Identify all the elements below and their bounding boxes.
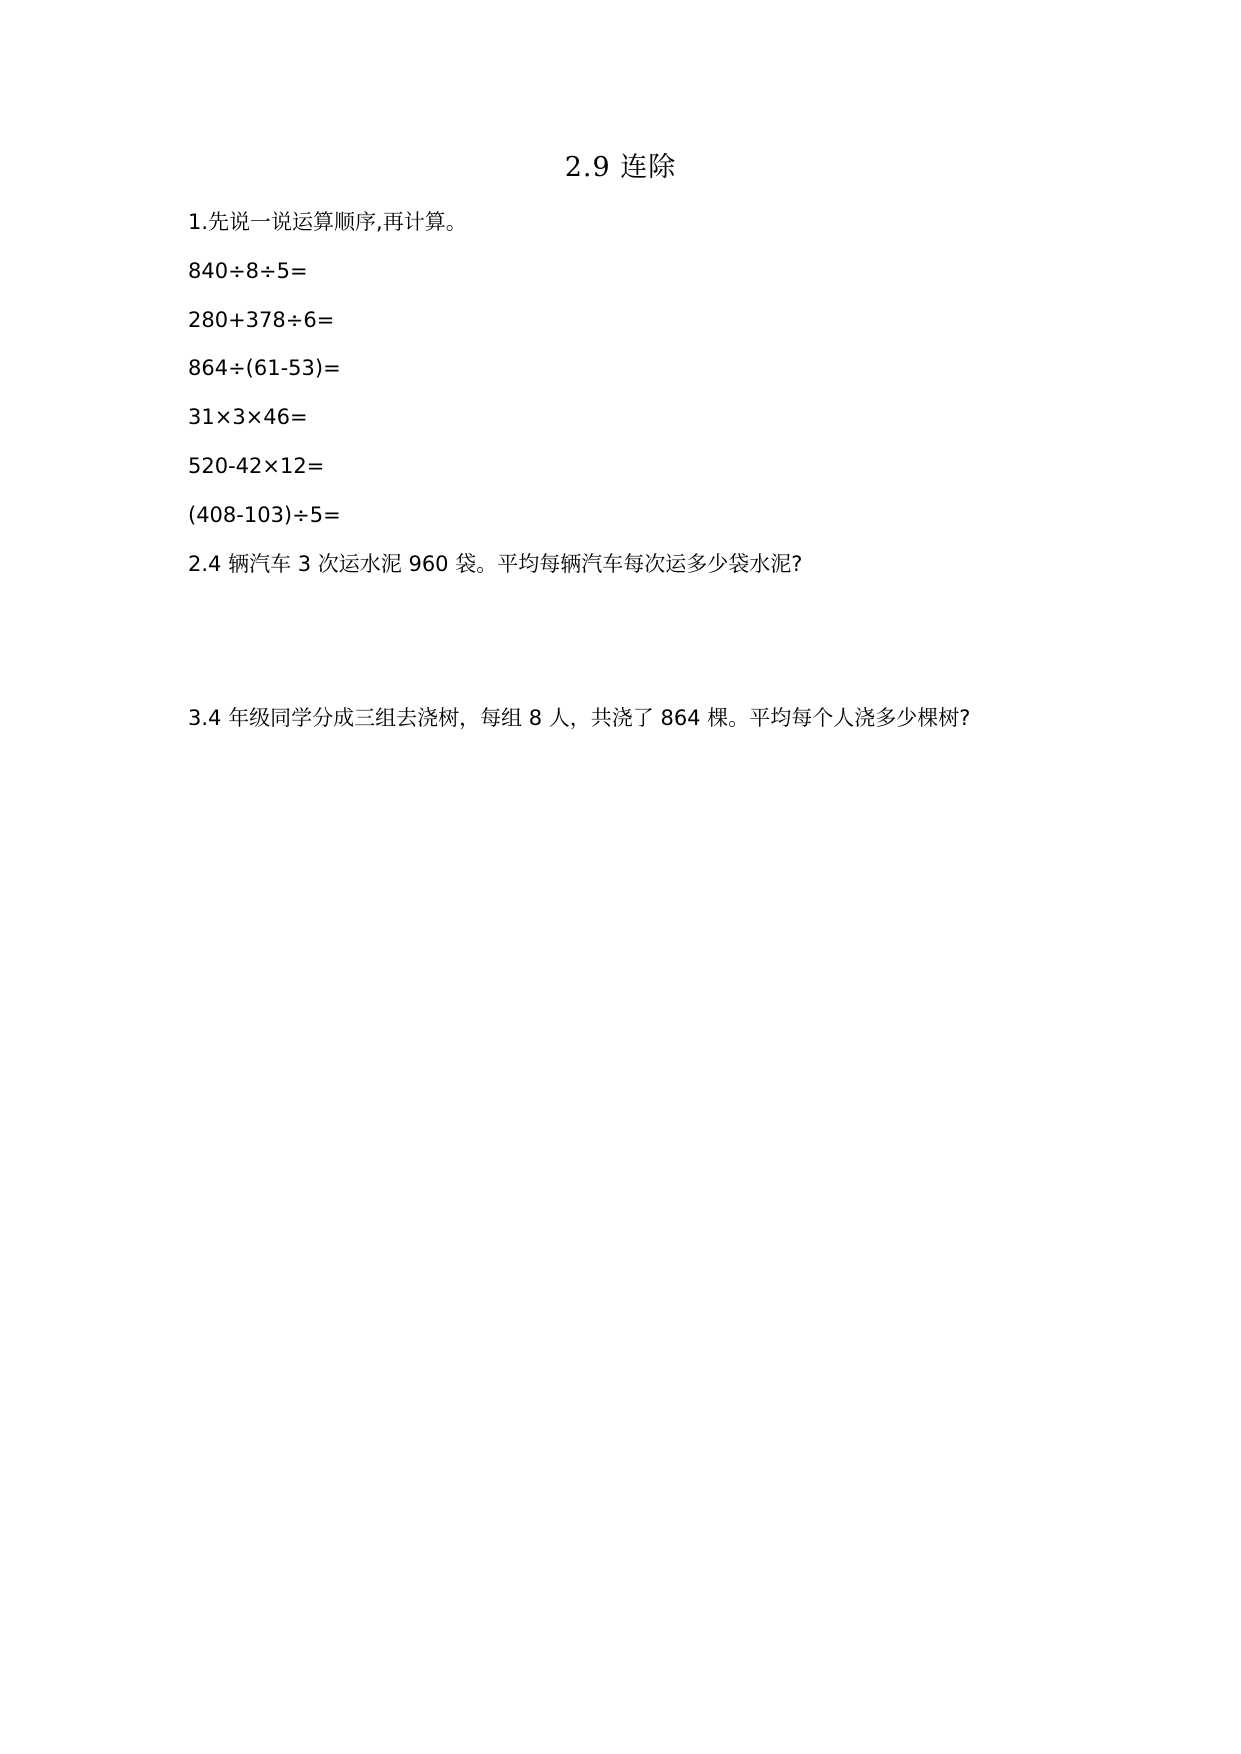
question-2-text: 2.4 辆汽车 3 次运水泥 960 袋。平均每辆汽车每次运多少袋水泥? xyxy=(188,552,803,576)
expression-5: 520-42×12= xyxy=(188,454,325,478)
question-1-prompt: 1.先说一说运算顺序,再计算。 xyxy=(188,210,467,234)
page-title: 2.9 连除 xyxy=(564,152,677,183)
expression-4: 31×3×46= xyxy=(188,405,308,429)
expression-1: 840÷8÷5= xyxy=(188,259,308,283)
expression-2: 280+378÷6= xyxy=(188,308,335,332)
expression-3: 864÷(61-53)= xyxy=(188,356,341,380)
expression-6: (408-103)÷5= xyxy=(188,503,341,527)
question-3-text: 3.4 年级同学分成三组去浇树，每组 8 人，共浇了 864 棵。平均每个人浇多少棵树? xyxy=(188,706,971,730)
